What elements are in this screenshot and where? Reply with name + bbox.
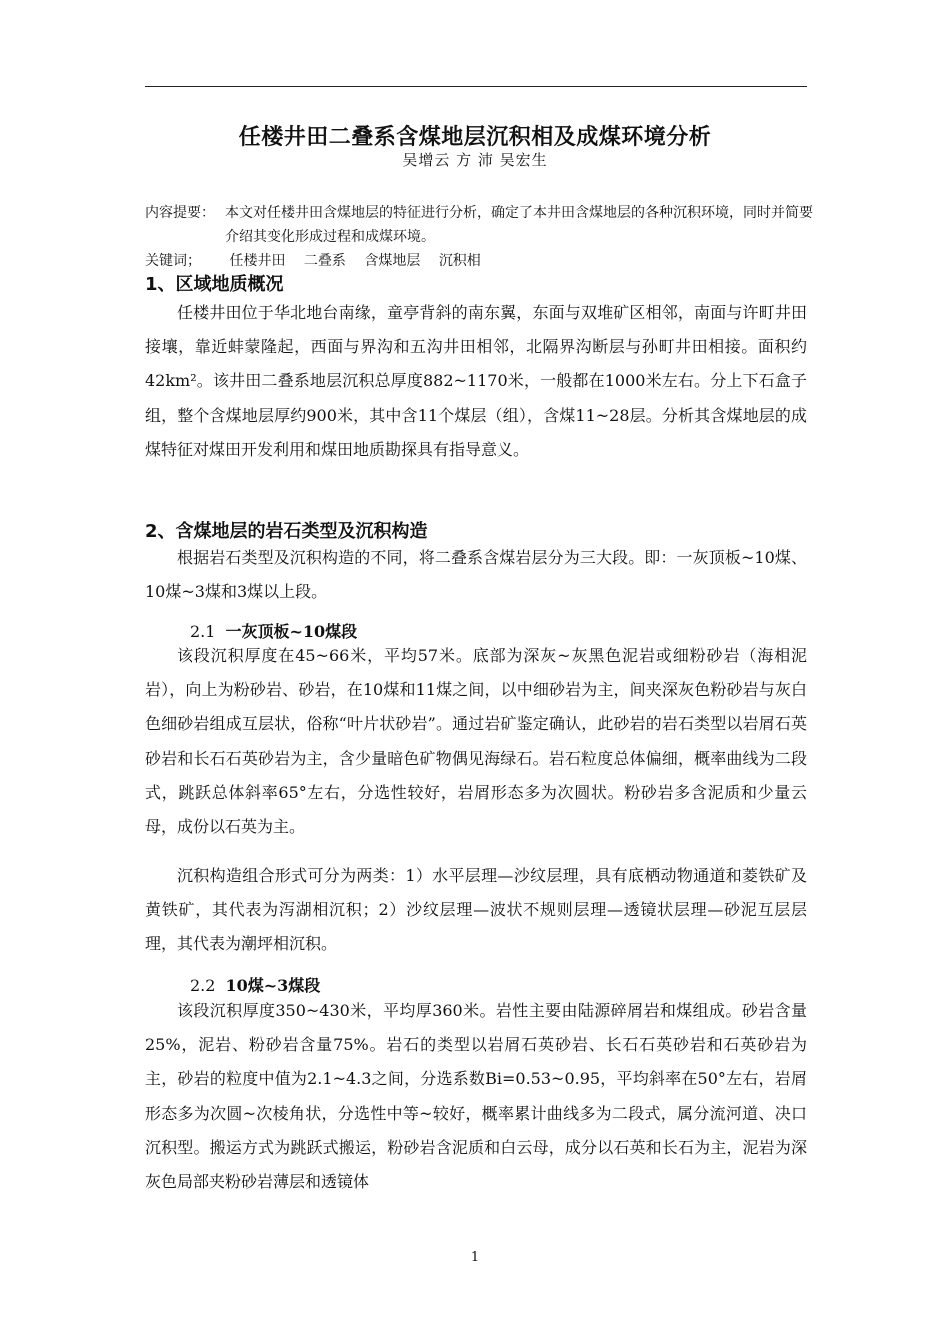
subsection-number: 2.1 <box>190 622 216 641</box>
authors: 吴增云 方 沛 吴宏生 <box>402 151 548 169</box>
paragraph: 该段沉积厚度在45~66米，平均57米。底部为深灰~灰黑色泥岩或细粉砂岩（海相泥岩），向上为粉砂岩、砂岩，在10煤和11煤之间，以中细砂岩为主，间夹深灰色粉砂岩与灰白色细砂岩组成互层状，俗称“叶片状砂岩”。通过岩矿鉴定确认，此砂岩的岩石类型以岩屑石英砂岩和长石石英砂岩为主，含少量暗色矿物偶见海绿石。岩石粒度总体偏细，概率曲线为二段式，跳跃总体斜率65°左右，分选性较好，岩屑形态多为次圆状。粉砂岩多含泥质和少量云母，成份以石英为主。 <box>145 646 807 837</box>
abstract <box>145 201 815 249</box>
page-number: 1 <box>470 1250 480 1265</box>
abstract-text: 本文对任楼井田含煤地层的特征进行分析，确定了本井田含煤地层的各种沉积环境，同时并简要介绍其变化形成过程和成煤环境。 <box>225 205 813 245</box>
paragraph: 该段沉积厚度350~430米，平均厚360米。岩性主要由陆源碎屑岩和煤组成。砂岩含量25%，泥岩、粉砂岩含量75%。岩石的类型以岩屑石英砂岩、长石石英砂岩和石英砂岩为主，砂岩的粒度中值为2.1~4.3之间，分选系数Bi=0.53~0.95，平均斜率在50°左右，岩屑形态多为次圆~次棱角状，分选性中等~较好，概率累计曲线多为二段式，属分流河道、决口沉积型。搬运方式为跳跃式搬运，粉砂岩含泥质和白云母，成分以石英和长石为主，泥岩为深灰色局部夹粉砂岩薄层和透镜体 <box>145 1001 807 1192</box>
keyword: 含煤地层 <box>364 253 421 269</box>
paragraph: 根据岩石类型及沉积构造的不同，将二叠系含煤岩层分为三大段。即：一灰顶板~10煤、10煤~3煤和3煤以上段。 <box>145 548 807 602</box>
paragraph: 任楼井田位于华北地台南缘，童亭背斜的南东翼，东面与双堆矿区相邻，南面与许町井田接壤，靠近蚌蒙隆起，西面与界沟和五沟井田相邻，北隔界沟断层与孙町井田相接。面积约42km²。该井田二叠系地层沉积总厚度882~1170米，一般都在1000米左右。分上下石盒子组，整个含煤地层厚约900米，其中含11个煤层（组），含煤11~28层。分析其含煤地层的成煤特征对煤田开发利用和煤田地质勘探具有指导意义。 <box>145 303 807 459</box>
keyword: 二叠系 <box>303 253 346 269</box>
abstract-label: 内容提要： <box>145 205 215 221</box>
subsection-title: 10煤~3煤段 <box>225 976 321 995</box>
keyword: 沉积相 <box>438 253 481 269</box>
keywords-label: 关键词； <box>145 253 201 269</box>
keywords <box>145 249 815 273</box>
paragraph: 沉积构造组合形式可分为两类：1）水平层理—沙纹层理，具有底栖动物通道和菱铁矿及黄铁矿，其代表为泻湖相沉积；2）沙纹层理—波状不规则层理—透镜状层理—砂泥互层层理，其代表为潮坪相沉积。 <box>145 866 807 954</box>
paper-title: 任楼井田二叠系含煤地层沉积相及成煤环境分析 <box>238 125 712 150</box>
subsection-title: 一灰顶板~10煤段 <box>225 622 358 641</box>
subsection-number: 2.2 <box>190 976 216 995</box>
keyword: 任楼井田 <box>229 253 286 269</box>
section-heading: 2、含煤地层的岩石类型及沉积构造 <box>145 521 428 542</box>
section-heading: 1、区域地质概况 <box>145 274 284 295</box>
header-rule <box>145 86 807 87</box>
